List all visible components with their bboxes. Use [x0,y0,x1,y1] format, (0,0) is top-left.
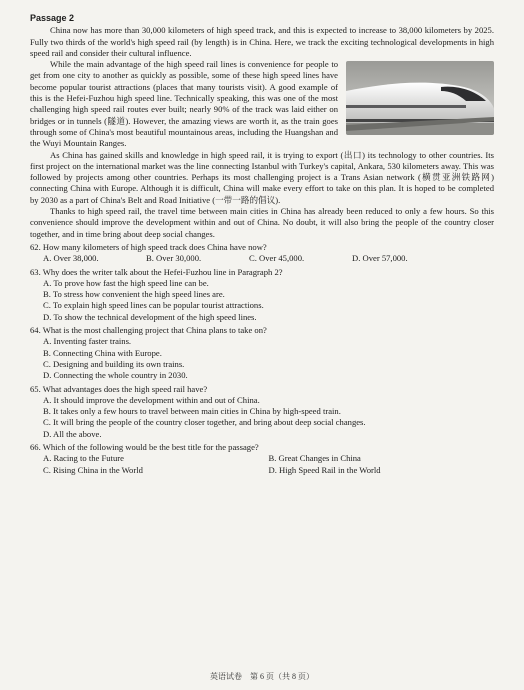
option-d: D. All the above. [43,428,102,439]
option-c: C. To explain high speed lines can be popular tourist attractions. [43,300,264,311]
question-63: 63. Why does the writer talk about the Hefei-Fuzhou line in Paragraph 2? [30,266,283,277]
option-c: C. Rising China in the World [43,464,143,475]
option-b: B. Over 30,000. [146,253,202,264]
option-d: D. Connecting the whole country in 2030. [43,370,188,381]
question-65: 65. What advantages does the high speed rail have? [30,383,208,394]
option-c: C. Designing and building its own trains. [43,358,185,369]
paragraph-2: While the main advantage of the high speed rail lines is convenience for people to get from one city to another as quickly as possible, some of these high speed lines have become popular tourist attractions (places that many tourists visit). A good example of this is the Hefei-Fuzhou high speed line. Technically speaking, this was one of the most challenging high speed rail routes ever built; nearly 90% of the track was laid either on bridges or in tunnels (隧道). However, the amazing views are worth it, as the train goes through some of China's most beautiful mountainous areas, including the Huangshan and the Wuyi Mountain Ranges. [30,59,338,149]
option-a: A. Racing to the Future [43,453,124,464]
question-64: 64. What is the most challenging project that China plans to take on? [30,325,267,336]
option-d: D. To show the technical development of the high speed lines. [43,311,257,322]
question-62-options [43,253,494,264]
option-a: A. To prove how fast the high speed line can be. [43,277,209,288]
question-66: 66. Which of the following would be the best title for the passage? [30,441,259,452]
option-a: A. Over 38,000. [43,253,99,264]
option-d: D. High Speed Rail in the World [268,464,381,475]
page-footer: 英语试卷 第 6 页（共 8 页） [210,671,314,681]
option-b: B. To stress how convenient the high speed lines are. [43,289,225,300]
option-b: B. Connecting China with Europe. [43,347,162,358]
question-62: 62. How many kilometers of high speed track does China have now? [30,241,267,252]
option-a: A. It should improve the development within and out of China. [43,394,260,405]
paragraph-3: As China has gained skills and knowledge in high speed rail, it is trying to export (出口) its technology to other countries. Its first project on the international market was the line connecting Istanbul with Turkey's capital, Ankara, 530 kilometers away. This was followed by projects among other countries. Perhaps its most challenging project is a Trans Asian network (横贯亚洲铁路网) connecting China with Europe. Although it is difficult, China will make every effort to take on this plan. It is hoped to be completed by 2030 as a part of China's Belt and Road Initiative (一带一路的倡议). [30,149,494,205]
option-b: B. Great Changes in China [268,453,361,464]
option-b: B. It takes only a few hours to travel between main cities in China by high-speed train. [43,406,341,417]
high-speed-train-photo [346,61,494,135]
option-a: A. Inventing faster trains. [43,336,132,347]
option-c: C. It will bring the people of the country closer together, and bring about deep social changes. [43,417,366,428]
paragraph-1: China now has more than 30,000 kilometers of high speed track, and this is expected to increase to 38,000 kilometers by 2025. Fully two thirds of the world's high speed rail (by length) is in China. Here, we track the exciting technological developments in high speed rail and consider their cultural influence. [30,25,494,58]
option-c: C. Over 45,000. [249,253,305,264]
passage-title: Passage 2 [30,13,75,23]
question-66-options-row-2 [43,465,494,476]
question-66-options-row-1 [43,453,494,464]
paragraph-4: Thanks to high speed rail, the travel time between main cities in China has already been reduced to only a few hours. So this convenience should improve the development within and out of China. No doubt, it will also bring the people of the country closer together, and in time bring about deep social changes. [30,206,494,239]
option-d: D. Over 57,000. [352,253,408,264]
